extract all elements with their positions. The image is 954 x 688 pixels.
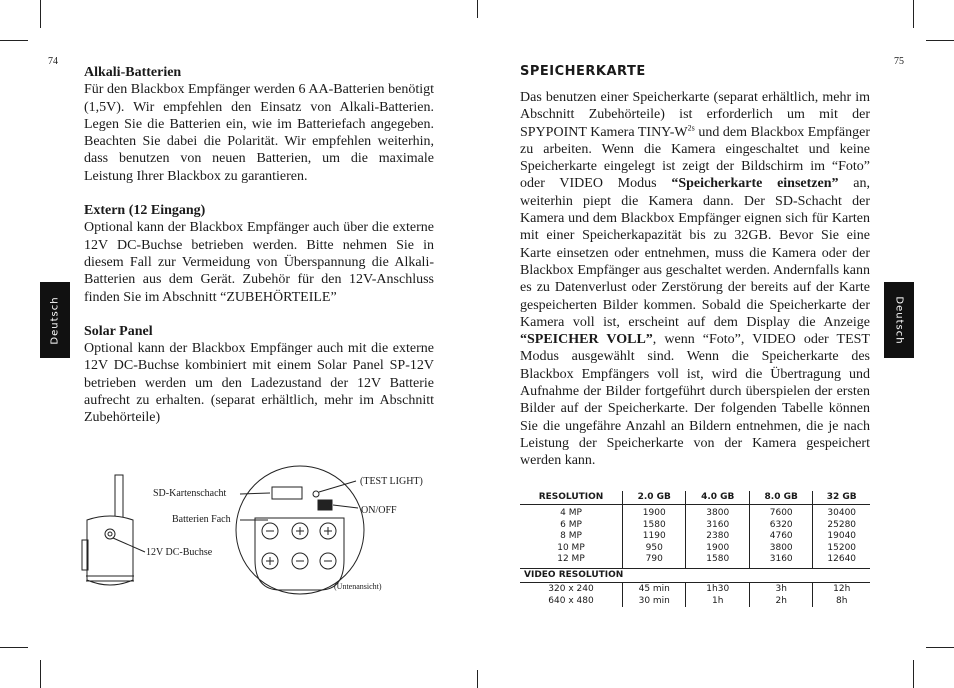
crop-mark (477, 670, 478, 688)
bold-message: “Speicherkarte einsetzen” (671, 176, 839, 192)
table-cell: 30400 (813, 505, 870, 520)
crop-mark (0, 40, 28, 41)
table-cell: 3800 (749, 543, 812, 555)
right-column (520, 89, 870, 470)
table-header: 32 GB (813, 491, 870, 505)
table-cell: 12 MP (557, 554, 585, 564)
section-text: Für den Blackbox Empfänger werden 6 AA-Batterien benötigt (1,5V). Wir empfehlen den Einsatz von Alkali-Batterien. Legen Sie die Batterien ein, wie im Batteriefach angegeben. Beachten Sie dabei die Polarität. Wir empfehlen weiterhin, dass benutzen von neuen Batterien, um die maximale Leistung Ihrer Blackbox zu garantieren. (84, 82, 434, 184)
bold-message: “SPEICHER VOLL” (520, 332, 653, 348)
table-cell: 1900 (623, 505, 686, 520)
table-cell: 19040 (813, 531, 870, 543)
table-row (520, 596, 870, 608)
table-cell: 1580 (623, 520, 686, 532)
dc-jack-label: 12V DC-Buchse (146, 547, 213, 558)
crop-mark (0, 647, 28, 648)
paragraph-text: und dem Blackbox Empfänger zu arbeiten. Wenn die Kamera eingeschaltet und keine Speicherkarte eingelegt ist zeigt der Bildschirm im “Foto” oder VIDEO Modus (520, 124, 871, 192)
battery-compartment-label: Batterien Fach (172, 514, 231, 525)
table-cell: 3h (749, 583, 812, 596)
section-heading: Alkali-Batterien (84, 65, 182, 80)
table-cell: 2h (749, 596, 812, 608)
language-tab-left (40, 282, 70, 358)
capacity-table (520, 491, 870, 607)
table-cell: 4760 (749, 531, 812, 543)
section-title: SPEICHERKARTE (520, 64, 646, 79)
table-row (520, 520, 870, 532)
table-cell: 320 x 240 (548, 584, 594, 594)
dc-jack-circle (105, 529, 115, 539)
table-cell: 6320 (749, 520, 812, 532)
sd-slot-shape (272, 487, 302, 499)
table-header: RESOLUTION (520, 491, 623, 505)
crop-mark (913, 660, 914, 688)
paragraph-text: Das benutzen einer Speicherkarte (separat erhältlich, mehr im Abschnitt Zubehörteile) ist erforderlich um mit der SPYPOINT Kamera TINY-W (520, 90, 870, 140)
table-cell: 15200 (813, 543, 870, 555)
model-superscript: 2s (687, 122, 695, 132)
paragraph-text: an, weiterhin piept die Kamera dann. Der SD-Schacht der Kamera und dem Blackbox Empfänger eignen sich für Karten mit einer Speicherkapazität bis zu 32GB. Bevor Sie eine Karte einsetzen oder entnehmen, muss die Kamera oder der Blackbox Empfänger aus geschaltet werden. Andernfalls kann es zu Datenverlust oder Zerstörung der bereits auf der Karte gespeicherten Bilder kommen. Sobald die Speicherkarte der Kamera voll ist, erscheint auf dem Display die Anzeige (520, 176, 870, 330)
table-row (520, 531, 870, 543)
table-cell: 3160 (749, 554, 812, 568)
table-cell: 790 (623, 554, 686, 568)
left-column (84, 64, 434, 427)
memory-card-paragraph (520, 89, 870, 470)
table-cell: 3800 (686, 505, 749, 520)
language-tab-label: Deutsch (893, 295, 905, 345)
section-heading: Solar Panel (84, 323, 153, 339)
section-text: Optional kann der Blackbox Empfänger auch über die externe 12V DC-Buchse betrieben werden. Bitte nehmen Sie in diesem Fall zur Vermeidung von Überspannung die Alkali-Batterien aus dem Gerät. Zubehör für den 12V-Anschluss finden Sie im Abschnitt “ZUBEHÖRTEILE” (84, 220, 434, 305)
table-header: 2.0 GB (623, 491, 686, 505)
video-section-header: VIDEO RESOLUTION (520, 568, 870, 583)
video-section-row (520, 568, 870, 583)
crop-mark (477, 0, 478, 18)
section-text: Optional kann der Blackbox Empfänger auch mit die externe 12V DC-Buchse kombiniert mit einem Solar Panel SP-12V betrieben werden um den Ladezustand der 12V Batterie aufrecht zu erhalten. (separat erhältlich, mehr im Abschnitt Zubehörteile) (84, 341, 434, 426)
table-row (520, 554, 870, 568)
table-cell: 30 min (623, 596, 686, 608)
device-body-shape (87, 516, 133, 585)
crop-mark (926, 40, 954, 41)
crop-mark (926, 647, 954, 648)
paragraph-text: , wenn “Foto”, VIDEO oder TEST Modus ausgewählt sind. Wenn die Speicherkarte des Blackbox Empfängers voll ist, wird die Übertragung und Aufnahme der Bilder fortgeführt durch überspielen der ersten Bilder auf der Speicherkarte. Der folgenden Tabelle können Sie die ungefähre Anzahl an Bildern entnehmen, die je nach Leistung der Speicherkarte von der Kamera gespeichert werden kann. (520, 332, 870, 469)
sd-slot-label: SD-Kartenschacht (153, 488, 227, 499)
crop-mark (40, 0, 41, 28)
table-header: 4.0 GB (686, 491, 749, 505)
table-row (520, 543, 870, 555)
on-off-label: ON/OFF (361, 505, 397, 516)
test-light-label: (TEST LIGHT) (360, 476, 423, 487)
table-cell: 1580 (686, 554, 749, 568)
language-tab-label: Deutsch (49, 295, 61, 345)
page-number-left: 74 (48, 56, 58, 67)
table-cell: 45 min (623, 583, 686, 596)
table-cell: 8h (813, 596, 870, 608)
table-cell: 1h30 (686, 583, 749, 596)
bottom-view-label: (Untenansicht) (334, 582, 382, 591)
page-number-right: 75 (894, 56, 904, 67)
table-cell: 10 MP (557, 542, 585, 553)
table-row (520, 505, 870, 520)
table-header-row (520, 491, 870, 505)
test-light-circle (313, 491, 319, 497)
table-cell: 25280 (813, 520, 870, 532)
table-cell: 2380 (686, 531, 749, 543)
table-cell: 4 MP (560, 508, 582, 518)
section-heading: Extern (12 Eingang) (84, 203, 206, 219)
table-cell: 3160 (686, 520, 749, 532)
crop-mark (40, 660, 41, 688)
table-cell: 640 x 480 (548, 595, 594, 606)
bottom-view-circle (236, 466, 364, 594)
table-header: 8.0 GB (749, 491, 812, 505)
table-cell: 950 (623, 543, 686, 555)
table-row (520, 583, 870, 596)
table-cell: 8 MP (560, 531, 582, 541)
table-cell: 1900 (686, 543, 749, 555)
table-cell: 7600 (749, 505, 812, 520)
table-cell: 1190 (623, 531, 686, 543)
table-cell: 6 MP (560, 519, 582, 530)
battery-compartment-shape (255, 518, 344, 590)
crop-mark (913, 0, 914, 28)
language-tab-right (884, 282, 914, 358)
table-cell: 1h (686, 596, 749, 608)
table-cell: 12640 (813, 554, 870, 568)
table-cell: 12h (813, 583, 870, 596)
antenna-shape (115, 475, 123, 531)
